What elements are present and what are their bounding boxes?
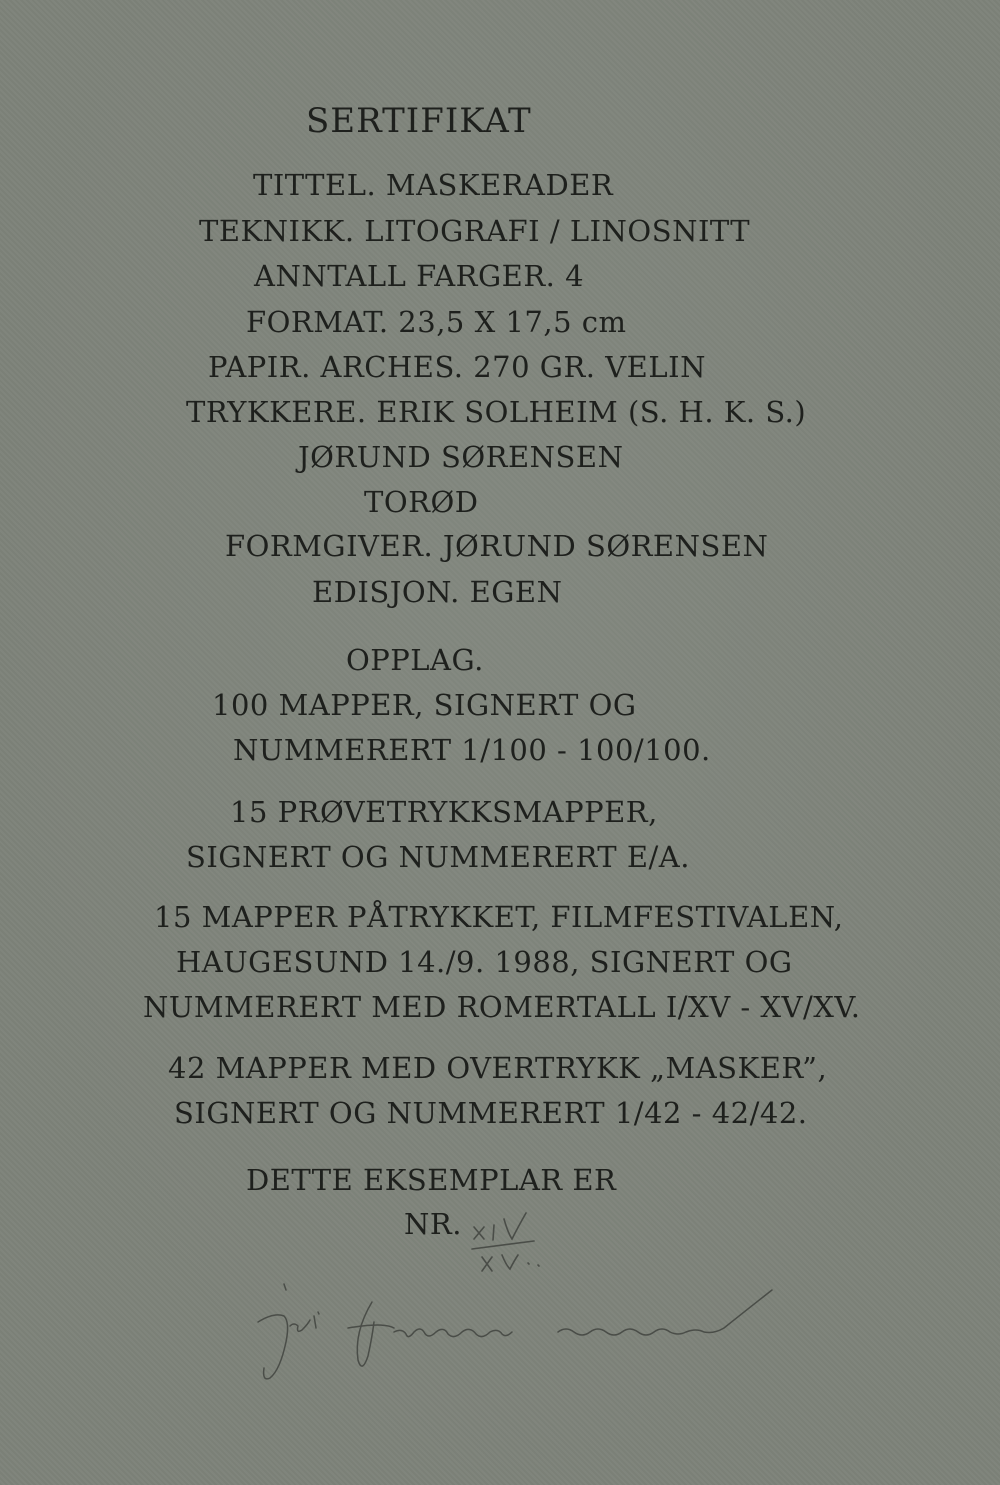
line-printers: TRYKKERE. ERIK SOLHEIM (S. H. K. S.) [186, 395, 807, 429]
line-designer: FORMGIVER. JØRUND SØRENSEN [225, 529, 769, 563]
line-edition: EDISJON. EGEN [312, 575, 563, 609]
line-printer-place: TORØD [364, 485, 479, 519]
line-festival-numbered: NUMMERERT MED ROMERTALL I/XV - XV/XV. [143, 990, 861, 1024]
line-100-mapper: 100 MAPPER, SIGNERT OG [212, 688, 637, 722]
certificate-title: SERTIFIKAT [306, 101, 532, 141]
line-paper: PAPIR. ARCHES. 270 GR. VELIN [208, 350, 706, 384]
line-technique: TEKNIKK. LITOGRAFI / LINOSNITT [199, 214, 751, 248]
line-colors: ANNTALL FARGER. 4 [254, 259, 585, 293]
line-this-copy: DETTE EKSEMPLAR ER [246, 1163, 617, 1197]
line-format: FORMAT. 23,5 X 17,5 cm [246, 305, 627, 339]
line-proof-folders: 15 PRØVETRYKKSMAPPER, [230, 795, 658, 829]
artist-signature [244, 1282, 794, 1392]
line-proof-numbered: SIGNERT OG NUMMERERT E/A. [186, 840, 690, 874]
line-number-label: NR. [404, 1207, 462, 1241]
line-opplag: OPPLAG. [346, 643, 484, 677]
line-printer-2: JØRUND SØRENSEN [298, 440, 624, 474]
line-100-numbered: NUMMERERT 1/100 - 100/100. [233, 733, 711, 767]
line-festival-place: HAUGESUND 14./9. 1988, SIGNERT OG [176, 945, 793, 979]
line-title: TITTEL. MASKERADER [253, 168, 614, 202]
line-festival-folders: 15 MAPPER PÅTRYKKET, FILMFESTIVALEN, [154, 900, 844, 934]
handwritten-edition-number [462, 1205, 562, 1285]
line-overprint-folders: 42 MAPPER MED OVERTRYKK „MASKER”, [168, 1051, 828, 1085]
line-overprint-numbered: SIGNERT OG NUMMERERT 1/42 - 42/42. [174, 1096, 808, 1130]
